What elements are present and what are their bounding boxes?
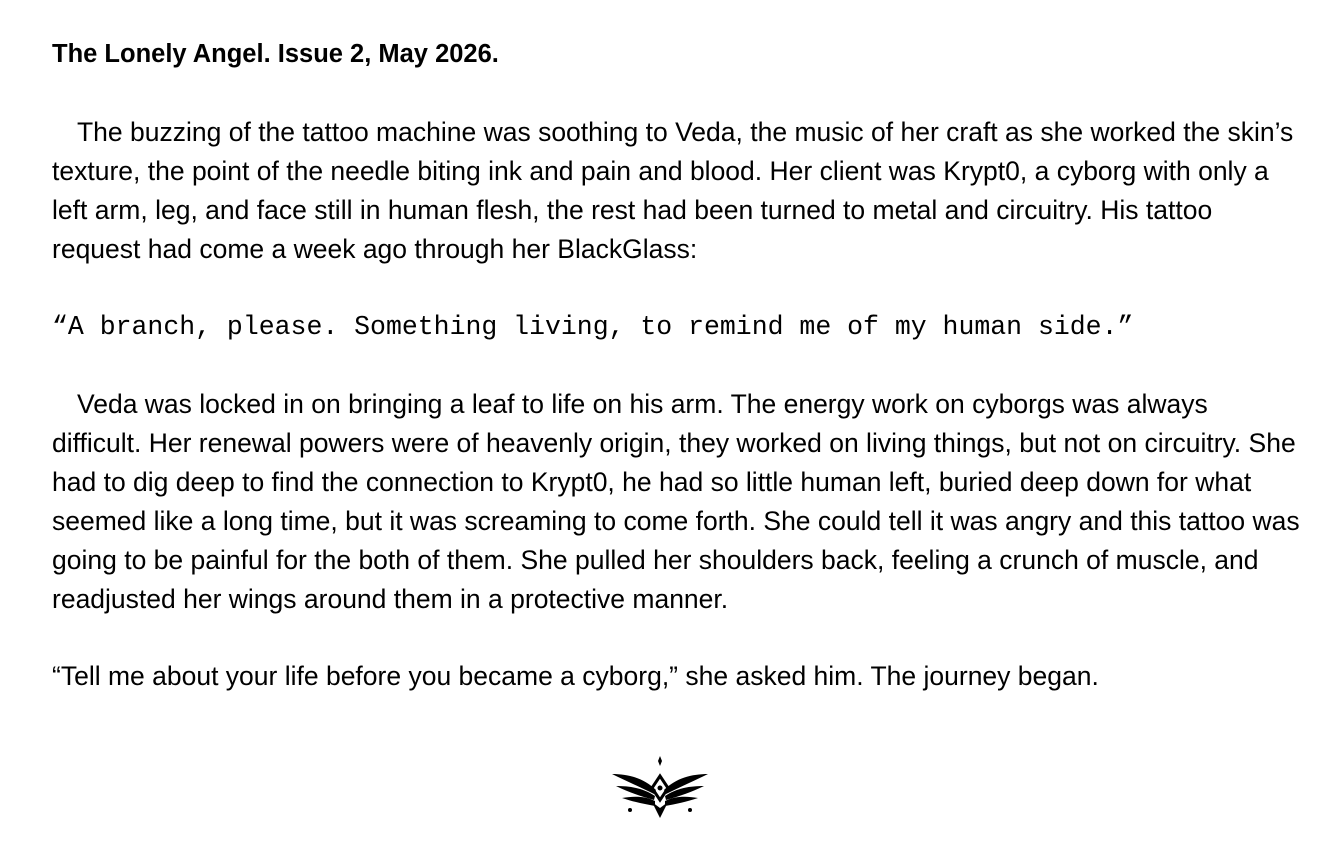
- document-page: [52, 36, 1302, 696]
- winged-angel-emblem-icon: [608, 756, 712, 822]
- story-paragraph-3: “Tell me about your life before you became a cyborg,” she asked him. The journey began.: [52, 661, 1099, 691]
- blackglass-message-quote: “A branch, please. Something living, to remind me of my human side.”: [52, 312, 1134, 342]
- story-paragraph-1: The buzzing of the tattoo machine was soothing to Veda, the music of her craft as she worked the skin’s texture, the point of the needle biting ink and pain and blood. Her client was Krypt0, a cyborg with only a left arm, leg, and face still in human flesh, the rest had been turned to metal and circuitry. His tattoo request had come a week ago through her BlackGlass:: [52, 117, 1294, 264]
- document-title: The Lonely Angel. Issue 2, May 2026.: [52, 40, 499, 68]
- story-paragraph-2: Veda was locked in on bringing a leaf to life on his arm. The energy work on cyborgs was always difficult. Her renewal powers were of heavenly origin, they worked on living things, but not on circuitry. She had to dig deep to find the connection to Krypt0, he had so little human left, buried deep down for what seemed like a long time, but it was screaming to come forth. She could tell it was angry and this tattoo was going to be painful for the both of them. She pulled her shoulders back, feeling a crunch of muscle, and readjusted her wings around them in a protective manner.: [52, 389, 1300, 614]
